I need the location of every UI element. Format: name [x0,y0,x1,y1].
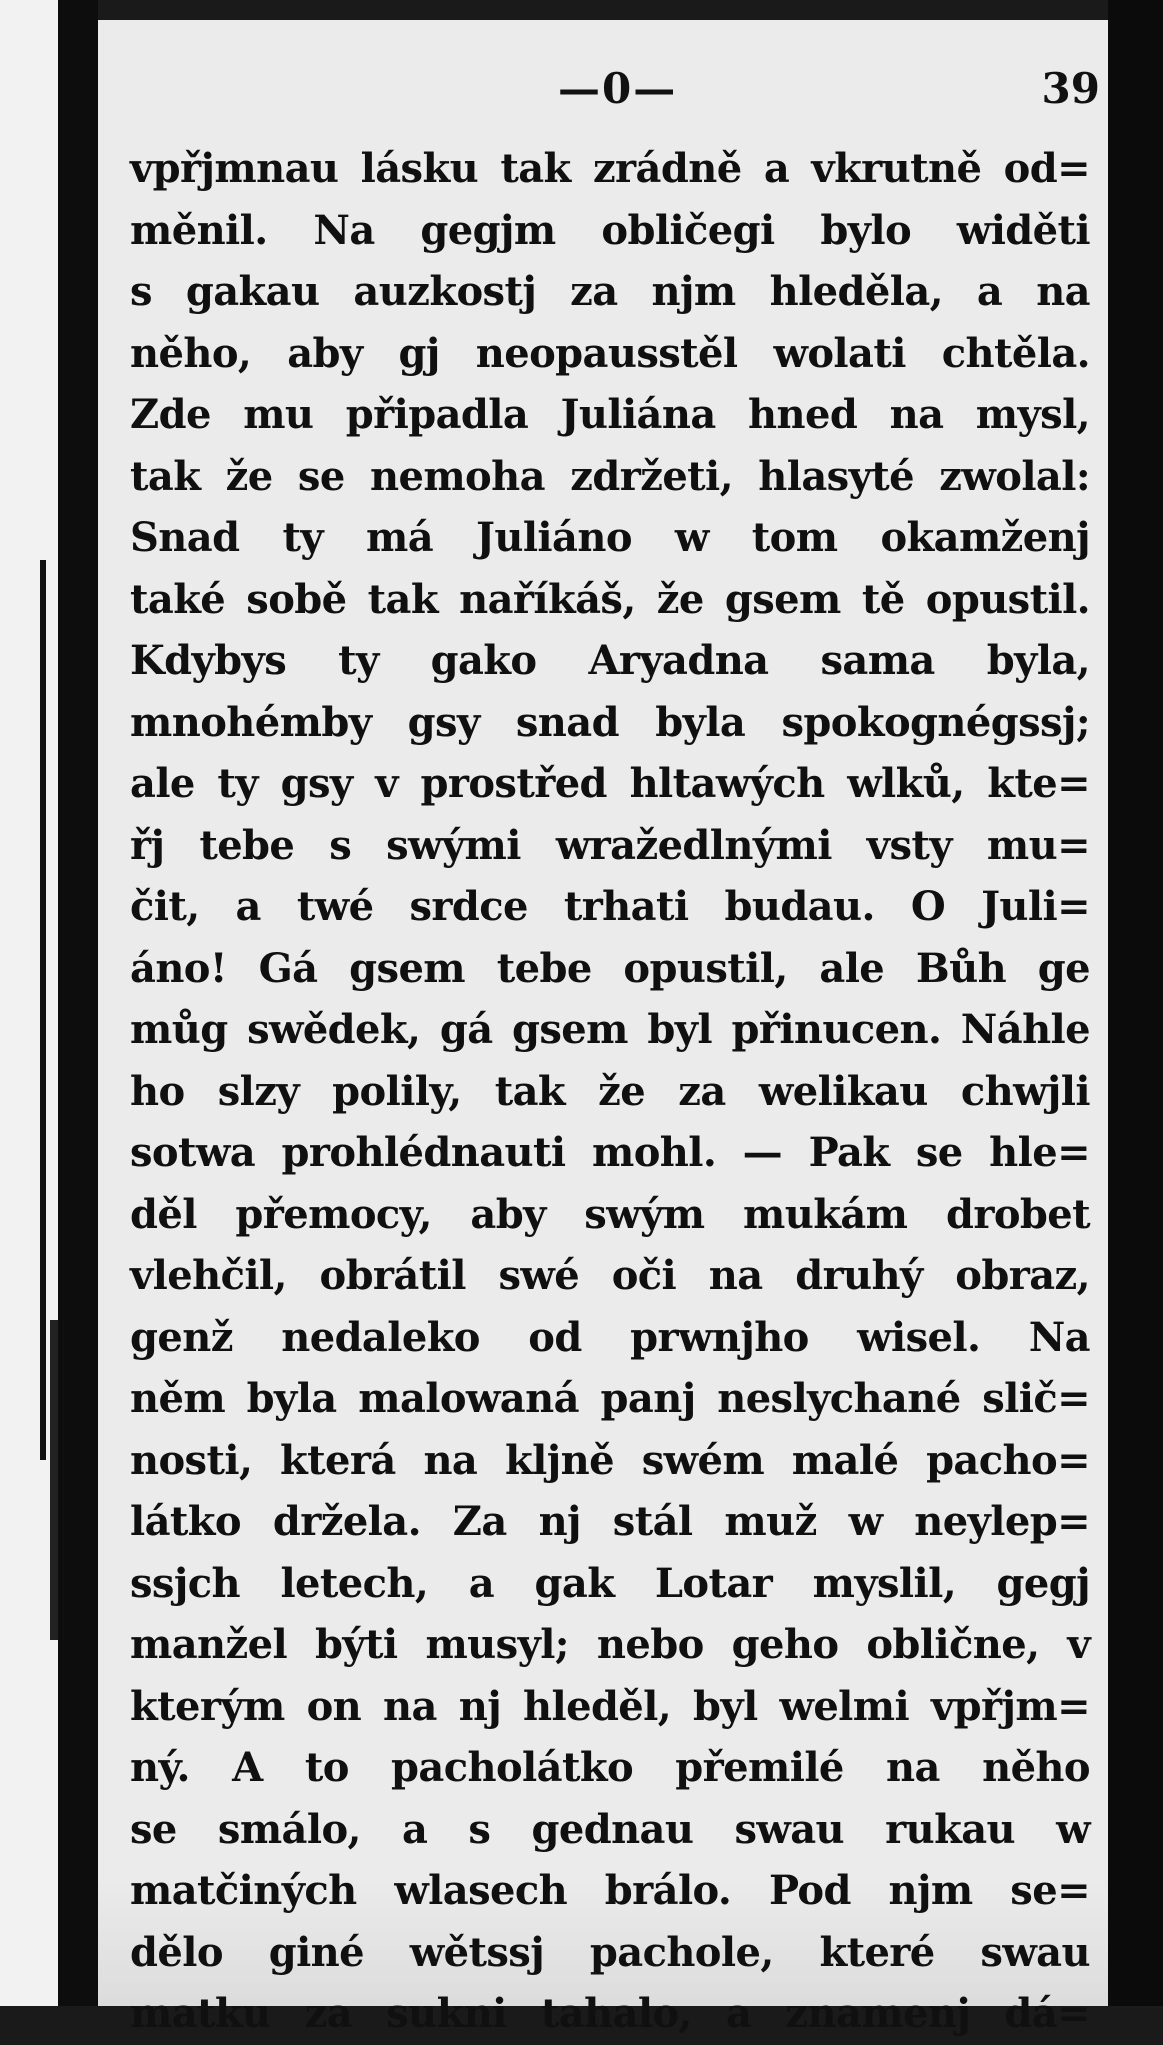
text-line: vpřjmnau lásku tak zrádně a vkrutně od= [130,145,1090,192]
text-line: měnil. Na gegjm obličegi bylo widěti [130,206,1090,254]
text-line: tak že se nemoha zdržeti, hlasyté zwolal: [130,452,1090,500]
text-line: manžel býti musyl; nebo geho oblične, v [130,1621,1090,1668]
text-line: Zde mu připadla Juliána hned na mysl, [130,391,1090,438]
text-line: kterým on na nj hleděl, byl welmi vpřjm= [130,1682,1090,1730]
text-line: ssjch letech, a gak Lotar myslil, gegj [130,1559,1090,1607]
header-ornament: —0— [558,64,678,113]
text-line: něm byla malowaná panj neslychané slič= [130,1375,1090,1422]
text-line: matčiných wlasech brálo. Pod njm se= [130,1867,1090,1914]
page-header [98,64,1108,134]
text-line: genž nedaleko od prwnjho wisel. Na [130,1313,1090,1361]
text-line: řj tebe s swými wražedlnými vsty mu= [130,821,1090,869]
text-line: mnohémby gsy snad byla spokognégssj; [130,698,1090,746]
text-line: s gakau auzkostj za njm hleděla, a na [130,268,1090,315]
page-edge-shadow-lower [50,1320,58,1640]
text-line: se smálo, a s gednau swau rukau w [130,1805,1090,1853]
adjacent-page-edge [0,0,58,2006]
text-line: Kdybys ty gako Aryadna sama byla, [130,637,1090,684]
book-gutter [58,0,98,2006]
text-line: áno! Gá gsem tebe opustil, ale Bůh ge [130,944,1090,992]
text-line: dělo giné wětssj pachole, které swau [130,1928,1090,1976]
text-line: čit, a twé srdce trhati budau. O Juli= [130,883,1090,930]
text-line: látko držela. Za nj stál muž w neylep= [130,1498,1090,1545]
text-line: ný. A to pacholátko přemilé na něho [130,1744,1090,1791]
text-line: můg swědek, gá gsem byl přinucen. Náhle [130,1006,1090,1053]
text-line: také sobě tak naříkáš, že gsem tě opustil. [130,575,1090,623]
text-line: děl přemocy, aby swým mukám drobet [130,1190,1090,1238]
text-line: ale ty gsy v prostřed hltawých wlků, kte= [130,760,1090,807]
text-line: něho, aby gj neopausstěl wolati chtěla. [130,329,1090,377]
text-line: vlehčil, obrátil swé oči na druhý obraz, [130,1252,1090,1299]
text-line: ho slzy polily, tak že za welikau chwjli [130,1067,1090,1115]
page-number: 39 [1041,64,1100,113]
text-line: sotwa prohlédnauti mohl. — Pak se hle= [130,1129,1090,1176]
text-line: nosti, která na kljně swém malé pacho= [130,1436,1090,1484]
text-line: matku za sukni tahalo, a znamenj dá= [130,1990,1090,2037]
right-page-shadow [1108,0,1163,2006]
page-edge-shadow [40,560,46,1460]
body-text [130,138,1090,2045]
text-line: Snad ty má Juliáno w tom okamženj [130,514,1090,561]
